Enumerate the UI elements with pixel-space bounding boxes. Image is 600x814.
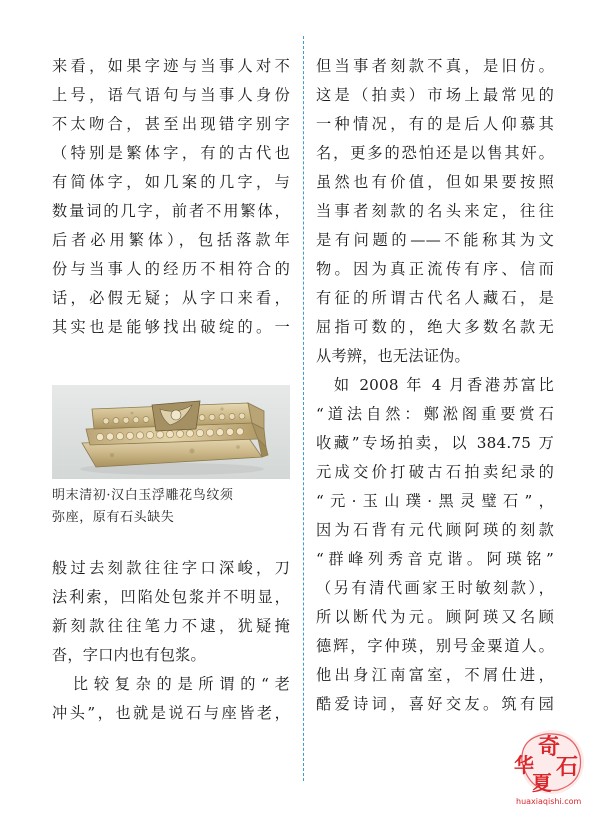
text-line: “元·玉山璞·黑灵璧石”， [316,492,554,510]
text-line: 所以断代为元。顾阿瑛又名顾 [316,608,554,626]
text-line: 如 2008 年 4 月香港苏富比 [316,376,554,394]
text-line: 沓，字口内也有包浆。 [52,646,206,664]
text-line: “道法自然：鄭淞阁重要赏石 [316,405,554,423]
text-line: 元成交价打破古石拍卖纪录的 [316,463,554,481]
text-line: 物。因为真正流传有序、信而 [316,260,554,278]
text-line: 冲头”，也就是说石与座皆老， [52,704,290,722]
text-line: 份与当事人的经历不相符合的 [52,260,290,278]
text-line: 不太吻合，甚至出现错字别字 [52,115,290,133]
text-line: 因为石背有元代顾阿瑛的刻款 [316,521,554,539]
text-line: 他出身江南富室，不屑仕进， [316,666,554,684]
logo-char: 华 [514,753,534,777]
site-logo-watermark [508,722,594,808]
logo-url: huaxiaqishi.com [516,797,582,806]
text-line: 后者必用繁体），包括落款年 [52,231,290,249]
text-line: （特别是繁体字，有的古代也 [52,144,290,162]
text-line: 酷爱诗词，喜好交友。筑有园 [316,695,554,713]
text-line: 比较复杂的是所谓的“老 [52,675,290,693]
text-line: 其实也是能够找出破绽的。一 [52,318,290,336]
text-line: 般过去刻款往往字口深峻，刀 [52,559,290,577]
text-line: 当事者刻款的名头来定，往往 [316,202,554,220]
text-line: 收藏”专场拍卖，以 384.75 万 [316,434,554,452]
text-line: 从考辨，也无法证伪。 [316,347,470,365]
text-line: 数量词的几字，前者不用繁体， [52,202,290,220]
text-line: 名，更多的恐怕还是以售其奸。 [316,144,554,162]
logo-char: 夏 [532,771,552,795]
logo-char: 石 [556,755,579,780]
text-line: “群峰列秀音克谐。阿瑛铭” [316,550,554,568]
caption-line: 明末清初·汉白玉浮雕花鸟纹须 [52,488,234,503]
text-line: （另有清代画家王时敏刻款）， [316,579,554,597]
logo-char: 奇 [538,735,561,760]
text-line: 一种情况，有的是后人仰慕其 [316,115,554,133]
text-line: 有征的所谓古代名人藏石，是 [316,289,554,307]
text-line: 这是（拍卖）市场上最常见的 [316,86,554,104]
right-column-text [316,52,554,719]
text-line: 德辉，字仲瑛，别号金粟道人。 [316,637,554,655]
column-divider [303,36,304,781]
left-column-text-top [52,52,290,342]
text-line: 法利索，凹陷处包浆并不明显， [52,588,290,606]
text-line: 新刻款往往笔力不逮，犹疑掩 [52,617,290,635]
text-line: 是有问题的——不能称其为文 [316,231,554,249]
text-line: 但当事者刻款不真，是旧仿。 [316,57,554,75]
text-line: 上号，语气语句与当事人身份 [52,86,290,104]
text-line: 有简体字，如几案的几字，与 [52,173,290,191]
text-line: 话，必假无疑；从字口来看， [52,289,290,307]
left-column-text-bottom [52,554,290,728]
text-line: 虽然也有价值，但如果要按照 [316,173,554,191]
figure-caption [52,485,290,529]
text-line: 来看，如果字迹与当事人对不 [52,57,290,75]
caption-line: 弥座，原有石头缺失 [52,510,175,525]
pedestal-photo [52,385,290,479]
carved-pedestal-image [52,385,290,479]
text-line: 屈指可数的，绝大多数名款无 [316,318,554,336]
